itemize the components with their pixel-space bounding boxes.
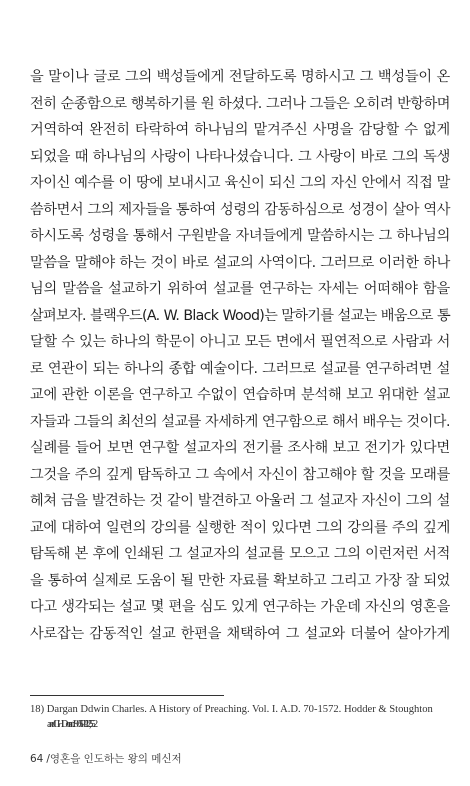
body-line: 자이신 예수를 이 땅에 보내시고 육신이 되신 그의 자신 안에서 직접 말 (30, 175, 450, 191)
body-line: 달할 수 있는 하나의 학문이 아니고 모든 면에서 필연적으로 사람과 서 (30, 334, 450, 350)
body-line: 씀하면서 그의 제자들을 통하여 성령의 감동하심으로 성경이 살아 역사 (30, 201, 450, 218)
footnote-line: and G. H. Doran. 1905. PP.12, 552 (47, 719, 96, 730)
body-line: 전히 순종함으로 행복하기를 원 하셨다. 그러나 그들은 오히려 반항하며 (30, 95, 450, 112)
body-text (30, 64, 450, 647)
body-line: 다고 생각되는 설교 몇 편을 심도 있게 연구하는 가운데 자신의 영혼을 (30, 599, 450, 615)
body-line: 실례를 들어 보면 연구할 설교자의 전기를 조사해 보고 전기가 있다면 (30, 440, 450, 456)
body-line: 하시도록 성령을 통해서 구원받을 자녀들에게 말씀하시는 그 하나님의 (30, 228, 450, 244)
footnote-line: 18) Dargan Ddwin Charles. A History of Preaching. Vol. I. A.D. 70-1572. Hodder & Stoughton (30, 704, 433, 715)
body-line: 거역하여 완전히 타락하여 하나님의 맡겨주신 사명을 감당할 수 없게 (30, 122, 450, 138)
body-line: 교에 관한 이론을 연구하고 수없이 연습하며 분석해 보고 위대한 설교 (30, 387, 450, 403)
body-line: 로 연관이 되는 하나의 종합 예술이다. 그러므로 설교를 연구하려면 설 (30, 360, 450, 377)
body-line: 그것을 주의 깊게 탐독하고 그 속에서 자신이 참고해야 할 것을 모래를 (30, 466, 450, 483)
body-line: 되었을 때 하나님의 사랑이 나타나셨습니다. 그 사랑이 바로 그의 독생 (30, 148, 450, 165)
body-line: 사로잡는 감동적인 설교 한편을 채택하여 그 설교와 더불어 살아가게 (30, 625, 450, 642)
body-line: 말씀을 말해야 하는 것이 바로 설교의 사역이다. 그러므로 이러한 하나 (30, 254, 450, 271)
body-line: 님의 말씀을 설교하기 위하여 설교를 연구하는 자세는 어떠해야 함을 (30, 281, 450, 297)
body-line: 탐독해 본 후에 인쇄된 그 설교자의 설교를 모으고 그의 이런저런 서적 (30, 546, 450, 562)
body-line: 을 통하여 실제로 도움이 될 만한 자료를 확보하고 그리고 가장 잘 되었 (30, 572, 450, 589)
footnote-divider (30, 695, 224, 696)
page-number: 64 (30, 753, 44, 765)
book-title: /영혼을 인도하는 왕의 메신저 (46, 753, 182, 765)
body-line: 교에 대하여 일련의 강의를 실행한 적이 있다면 그의 강의를 주의 깊게 (30, 519, 450, 536)
body-line: 자들과 그들의 최선의 설교를 자세하게 연구함으로 해서 배우는 것이다. (30, 413, 450, 430)
body-line: 을 말이나 글로 그의 백성들에게 전달하도록 명하시고 그 백성들이 온 (30, 69, 450, 85)
running-footer (30, 751, 182, 766)
body-line: 살펴보자. 블랙우드(A. W. Black Wood)는 말하기를 설교는 배움으로 통 (30, 307, 450, 324)
body-line: 헤쳐 금을 발견하는 것 같이 발견하고 아울러 그 설교자 자신이 그의 설 (30, 493, 450, 509)
footnote (30, 702, 450, 732)
